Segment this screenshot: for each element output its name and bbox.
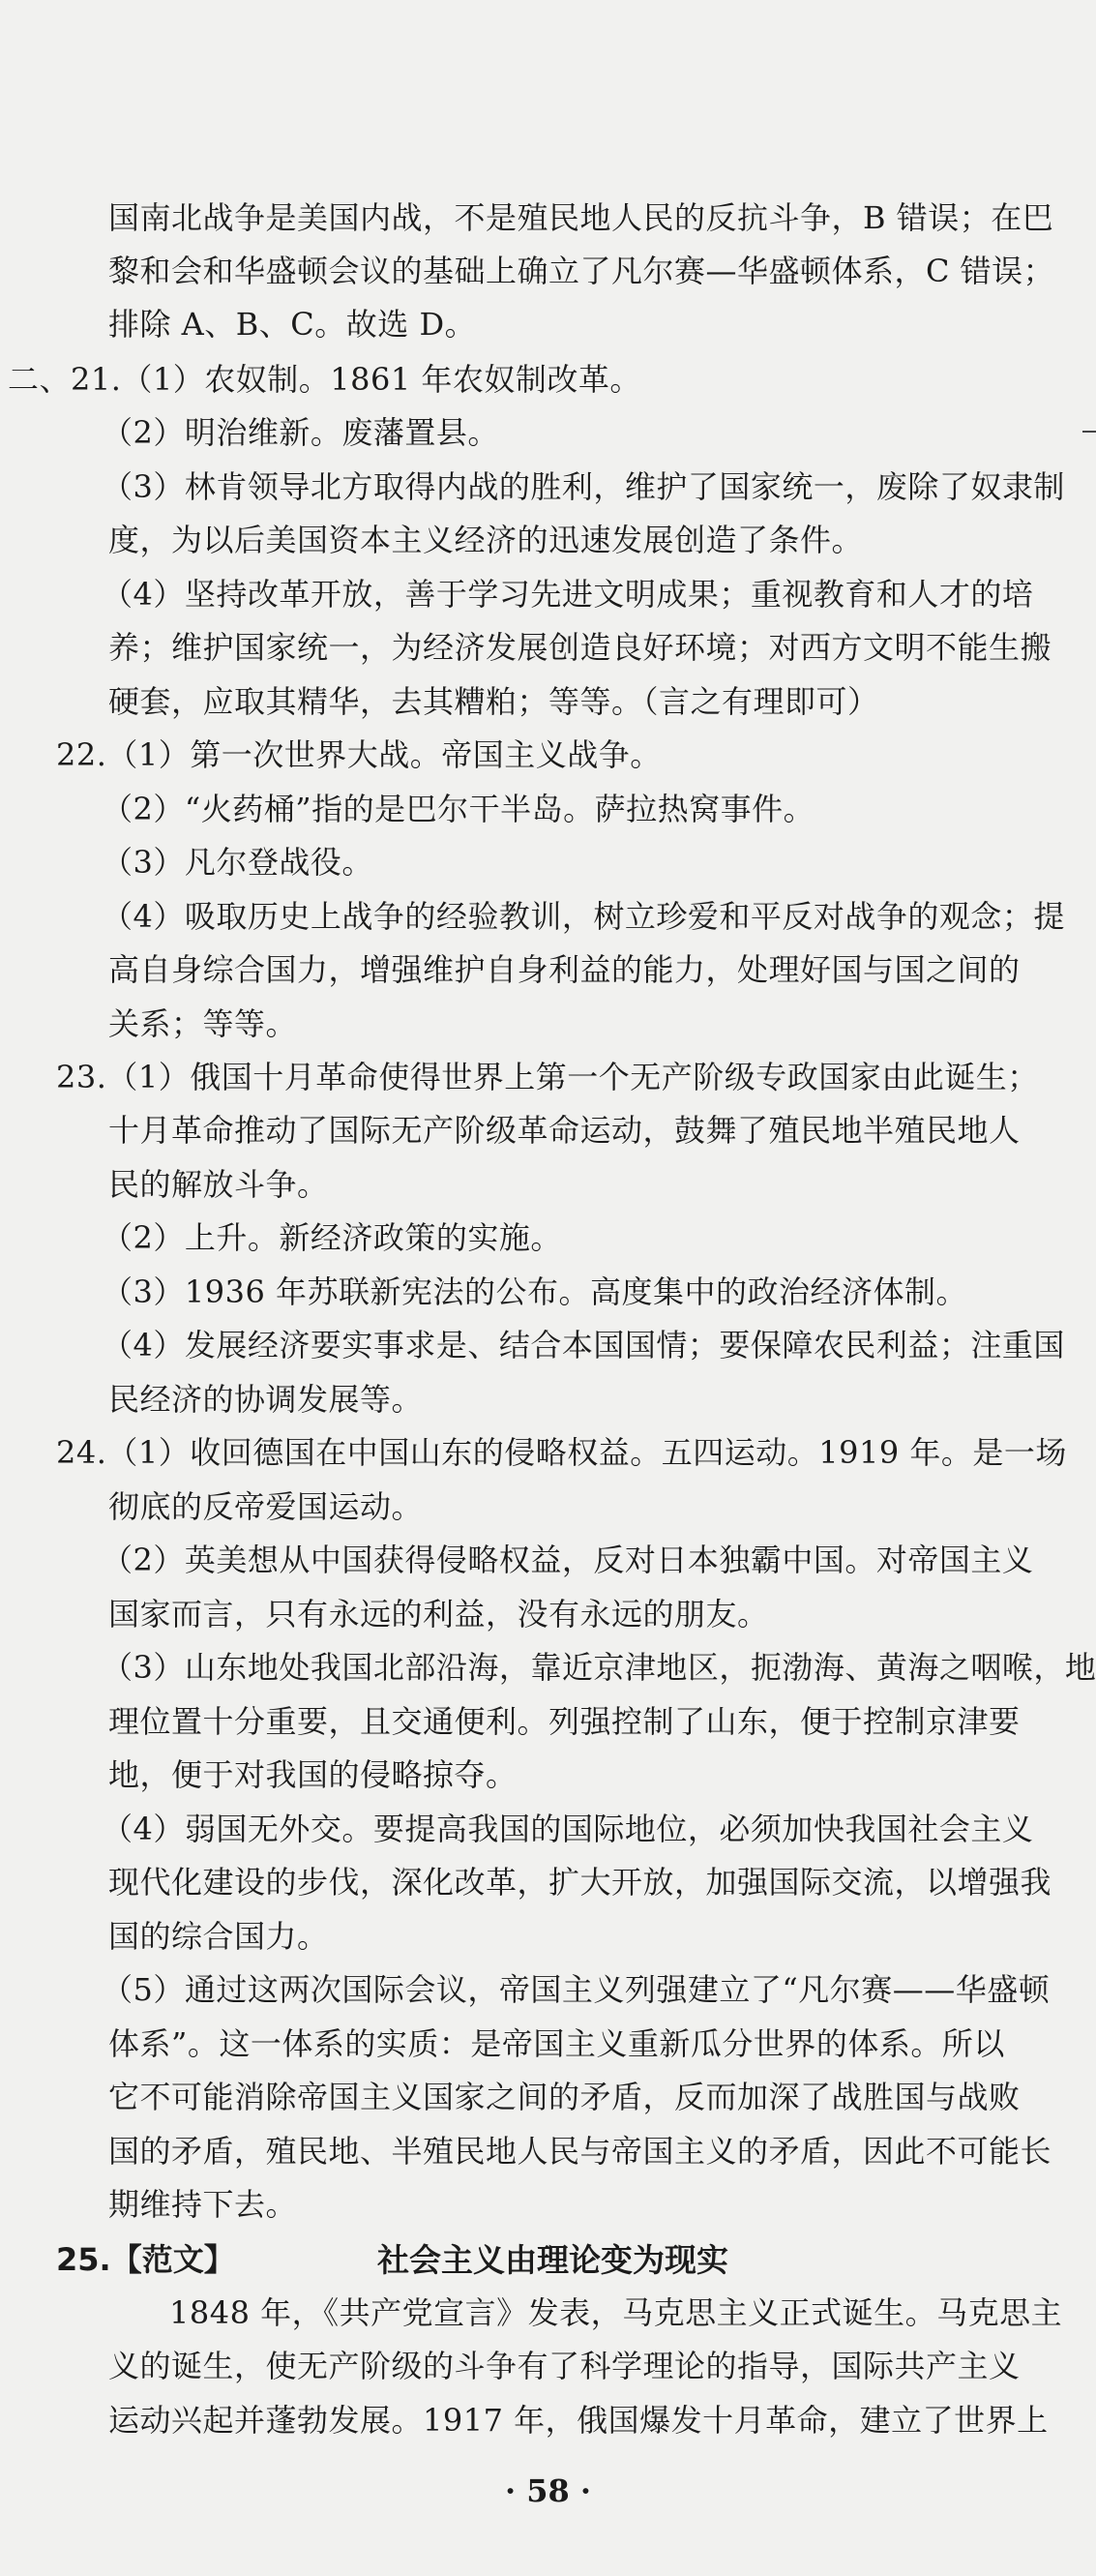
text-line: （3）山东地处我国北部沿海，靠近京津地区，扼渤海、黄海之咽喉，地: [102, 1649, 1096, 1686]
text-line: 现代化建设的步伐，深化改革，扩大开放，加强国际交流，以增强我: [108, 1864, 1052, 1901]
text-line: 地，便于对我国的侵略掠夺。: [108, 1756, 518, 1793]
text-line: （3）林肯领导北方取得内战的胜利，维护了国家统一，废除了奴隶制: [102, 468, 1065, 505]
text-line: （2）上升。新经济政策的实施。: [102, 1219, 562, 1256]
text-line: 它不可能消除帝国主义国家之间的矛盾，反而加深了战胜国与战败: [108, 2079, 1021, 2115]
question-24-line: 24.（1）收回德国在中国山东的侵略权益。五四运动。1919 年。是一场: [56, 1434, 1067, 1471]
essay-label: 25.【范文】: [56, 2241, 235, 2278]
text-line: 度，为以后美国资本主义经济的迅速发展创造了条件。: [108, 522, 864, 558]
text-line: （3）1936 年苏联新宪法的公布。高度集中的政治经济体制。: [102, 1273, 967, 1310]
text-line: 关系；等等。: [108, 1005, 298, 1042]
essay-paragraph-line: 运动兴起并蓬勃发展。1917 年，俄国爆发十月革命，建立了世界上: [108, 2402, 1049, 2439]
text-line: 国南北战争是美国内战，不是殖民地人民的反抗斗争，B 错误；在巴: [108, 199, 1054, 236]
page-number: · 58 ·: [504, 2472, 592, 2509]
text-line: 期维持下去。: [108, 2186, 298, 2223]
text-line: （2）“火药桶”指的是巴尔干半岛。萨拉热窝事件。: [102, 791, 815, 827]
text-line: （3）凡尔登战役。: [102, 844, 373, 881]
text-line: 排除 A、B、C。故选 D。: [108, 306, 477, 343]
text-line: 硬套，应取其精华，去其糟粕；等等。（言之有理即可）: [108, 683, 879, 720]
text-line: （5）通过这两次国际会议，帝国主义列强建立了“凡尔赛——华盛顿: [102, 1971, 1051, 2008]
text-line: 黎和会和华盛顿会议的基础上确立了凡尔赛—华盛顿体系，C 错误；: [108, 253, 1055, 289]
text-line: 体系”。这一体系的实质：是帝国主义重新瓜分世界的体系。所以: [108, 2025, 1005, 2062]
text-line: 民经济的协调发展等。: [108, 1381, 424, 1418]
text-line: 国家而言，只有永远的利益，没有永远的朋友。: [108, 1596, 769, 1632]
text-line: 高自身综合国力，增强维护自身利益的能力，处理好国与国之间的: [108, 951, 1021, 988]
text-line: （2）明治维新。废藩置县。: [102, 414, 499, 451]
essay-paragraph-line: 1848 年，《共产党宣言》发表，马克思主义正式诞生。马克思主: [169, 2294, 1063, 2331]
text-line: 国的综合国力。: [108, 1918, 329, 1955]
question-23-line: 23.（1）俄国十月革命使得世界上第一个无产阶级专政国家由此诞生；: [56, 1059, 1039, 1095]
text-line: 民的解放斗争。: [108, 1166, 329, 1203]
essay-title: 社会主义由理论变为现实: [377, 2241, 728, 2279]
question-22-line: 22.（1）第一次世界大战。帝国主义战争。: [56, 736, 662, 773]
text-line: （2）英美想从中国获得侵略权益，反对日本独霸中国。对帝国主义: [102, 1542, 1034, 1578]
text-line: 彻底的反帝爱国运动。: [108, 1488, 424, 1525]
essay-paragraph-line: 义的诞生，使无产阶级的斗争有了科学理论的指导，国际共产主义: [108, 2348, 1021, 2384]
question-21-line: 二、21.（1）农奴制。1861 年农奴制改革。: [8, 361, 641, 398]
text-line: 国的矛盾，殖民地、半殖民地人民与帝国主义的矛盾，因此不可能长: [108, 2133, 1052, 2170]
text-line: （4）吸取历史上战争的经验教训，树立珍爱和平反对战争的观念；提: [102, 898, 1065, 935]
text-line: （4）弱国无外交。要提高我国的国际地位，必须加快我国社会主义: [102, 1811, 1034, 1847]
text-line: 养；维护国家统一，为经济发展创造良好环境；对西方文明不能生搬: [108, 629, 1052, 666]
page-edge-mark: [1082, 431, 1096, 433]
text-line: 十月革命推动了国际无产阶级革命运动，鼓舞了殖民地半殖民地人: [108, 1112, 1021, 1149]
text-line: （4）发展经济要实事求是、结合本国国情；要保障农民利益；注重国: [102, 1327, 1065, 1363]
text-line: （4）坚持改革开放，善于学习先进文明成果；重视教育和人才的培: [102, 576, 1034, 613]
text-line: 理位置十分重要，且交通便利。列强控制了山东，便于控制京津要: [108, 1703, 1021, 1740]
